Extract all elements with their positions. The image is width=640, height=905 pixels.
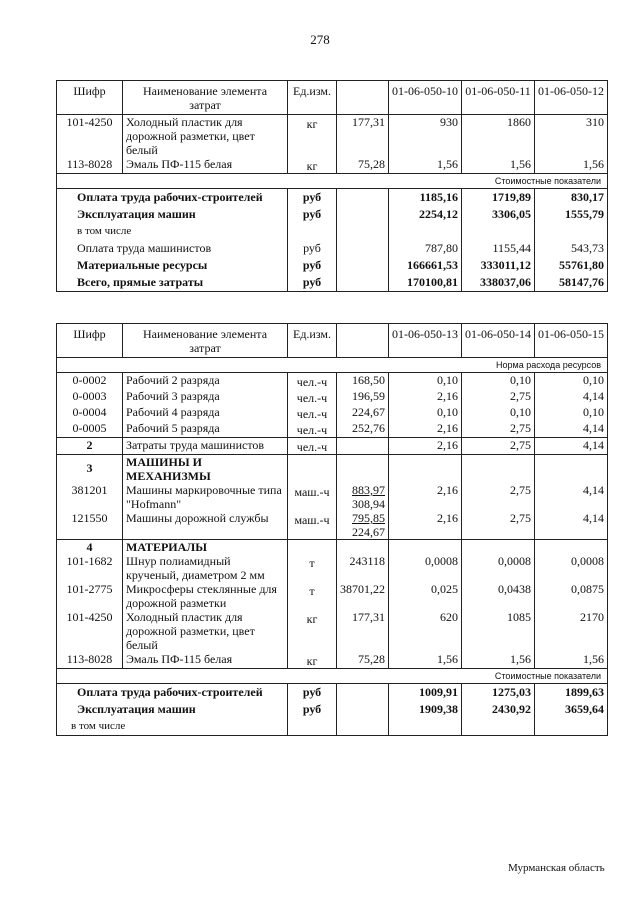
table-row [57, 115, 608, 158]
row-code: 0-0005 [57, 421, 123, 438]
cost-value: 1899,63 [535, 684, 608, 702]
row-code: 101-1682 [57, 554, 123, 582]
row-price: 224,67 [337, 405, 389, 421]
row-unit: кг [288, 652, 337, 669]
row-name: Шнур полиамидный крученый, диаметром 2 мм [123, 554, 288, 582]
cost-value: 1275,03 [462, 684, 535, 702]
cost-unit: руб [288, 240, 337, 257]
row-name: Холодный пластик для дорожной разметки, цвет белый [123, 610, 288, 652]
header-col-1: 01-06-050-10 [389, 81, 462, 115]
row-name: Машины маркировочные типа "Hofmann" [123, 483, 288, 511]
row-value: 4,14 [535, 438, 608, 455]
row-code: 381201 [57, 483, 123, 511]
cost-unit: руб [288, 257, 337, 274]
cost-price [337, 223, 389, 240]
header-price [337, 81, 389, 115]
cost-price [337, 257, 389, 274]
cost-unit [288, 718, 337, 736]
page-number: 278 [310, 32, 330, 47]
cost-row [57, 274, 608, 292]
row-value: 0,10 [462, 405, 535, 421]
empty-cell [337, 455, 389, 484]
price-wage: 224,67 [352, 525, 385, 539]
cost-value: 787,80 [389, 240, 462, 257]
header-code: Шифр [57, 81, 123, 115]
row-unit: чел.-ч [288, 405, 337, 421]
row-value: 0,0008 [462, 554, 535, 582]
row-code: 121550 [57, 511, 123, 540]
table-row [57, 652, 608, 669]
cost-unit: руб [288, 274, 337, 292]
cost-price [337, 684, 389, 702]
empty-cell [462, 540, 535, 555]
row-name: Машины дорожной службы [123, 511, 288, 540]
cost-value [535, 718, 608, 736]
header-col-2: 01-06-050-11 [462, 81, 535, 115]
row-unit: кг [288, 157, 337, 174]
row-name: Микросферы стеклянные для дорожной разметки [123, 582, 288, 610]
row-value: 1085 [462, 610, 535, 652]
header-col-3: 01-06-050-12 [535, 81, 608, 115]
row-value: 0,10 [535, 405, 608, 421]
cost-value [462, 718, 535, 736]
cost-row [57, 257, 608, 274]
row-code: 0-0002 [57, 373, 123, 390]
cost-name: Оплата труда машинистов [57, 240, 288, 257]
row-code: 2 [57, 438, 123, 455]
row-value: 0,10 [389, 373, 462, 390]
row-value: 0,10 [389, 405, 462, 421]
region-footer: Мурманская область [508, 862, 605, 874]
row-value: 1,56 [535, 652, 608, 669]
row-value: 0,025 [389, 582, 462, 610]
section-title: МАТЕРИАЛЫ [123, 540, 288, 555]
price-wage: 308,94 [352, 497, 385, 511]
row-value: 620 [389, 610, 462, 652]
row-name: Рабочий 4 разряда [123, 405, 288, 421]
row-price [337, 438, 389, 455]
cost-value: 2430,92 [462, 701, 535, 718]
cost-value: 1909,38 [389, 701, 462, 718]
row-value: 930 [389, 115, 462, 158]
cost-price [337, 206, 389, 223]
row-name: Затраты труда машинистов [123, 438, 288, 455]
row-price: 75,28 [337, 652, 389, 669]
cost-value [462, 223, 535, 240]
cost-price [337, 274, 389, 292]
table-row [57, 389, 608, 405]
cost-unit [288, 223, 337, 240]
row-value: 2,16 [389, 421, 462, 438]
empty-cell [535, 455, 608, 484]
table-row [57, 554, 608, 582]
table-row [57, 421, 608, 438]
header-unit: Ед.изм. [288, 324, 337, 358]
row-price: 243118 [337, 554, 389, 582]
row-name: Холодный пластик для дорожной разметки, цвет белый [123, 115, 288, 158]
row-unit: кг [288, 115, 337, 158]
section-code: 3 [57, 455, 123, 484]
row-name: Эмаль ПФ-115 белая [123, 157, 288, 174]
table-row [57, 582, 608, 610]
row-unit: чел.-ч [288, 438, 337, 455]
row-price: 168,50 [337, 373, 389, 390]
row-unit: т [288, 582, 337, 610]
price-total: 795,85 [352, 511, 385, 525]
row-code: 101-2775 [57, 582, 123, 610]
row-value: 0,0008 [389, 554, 462, 582]
row-name: Эмаль ПФ-115 белая [123, 652, 288, 669]
cost-name: Всего, прямые затраты [57, 274, 288, 292]
cost-name: в том числе [57, 223, 288, 240]
cost-row [57, 701, 608, 718]
row-name: Рабочий 5 разряда [123, 421, 288, 438]
resource-table-2 [56, 323, 608, 736]
row-unit: чел.-ч [288, 421, 337, 438]
cost-row [57, 206, 608, 223]
row-unit: т [288, 554, 337, 582]
row-value: 2,16 [389, 438, 462, 455]
cost-name: Эксплуатация машин [57, 701, 288, 718]
header-name: Наименование элемента затрат [123, 324, 288, 358]
cost-price [337, 189, 389, 207]
cost-price [337, 240, 389, 257]
cost-name: Оплата труда рабочих-строителей [57, 684, 288, 702]
cost-value: 55761,80 [535, 257, 608, 274]
row-value: 2,75 [462, 421, 535, 438]
row-value: 1,56 [462, 652, 535, 669]
row-value: 2,75 [462, 438, 535, 455]
section-header [57, 174, 608, 189]
cost-row [57, 189, 608, 207]
resource-table-1 [56, 80, 608, 292]
row-code: 0-0004 [57, 405, 123, 421]
cost-value: 3659,64 [535, 701, 608, 718]
row-value: 1,56 [462, 157, 535, 174]
cost-value: 58147,76 [535, 274, 608, 292]
row-price: 177,31 [337, 115, 389, 158]
section-label-cost: Стоимостные показатели [57, 174, 608, 189]
empty-cell [337, 540, 389, 555]
empty-cell [389, 455, 462, 484]
section-label-norms: Норма расхода ресурсов [57, 358, 608, 373]
cost-row [57, 240, 608, 257]
header-col-3: 01-06-050-15 [535, 324, 608, 358]
cost-value: 1009,91 [389, 684, 462, 702]
cost-value: 3306,05 [462, 206, 535, 223]
row-value: 0,0438 [462, 582, 535, 610]
table-row-operators [57, 438, 608, 455]
row-value: 0,10 [535, 373, 608, 390]
row-code: 113-8028 [57, 652, 123, 669]
table-header [57, 81, 608, 115]
cost-row [57, 223, 608, 240]
cost-value: 166661,53 [389, 257, 462, 274]
cost-row [57, 718, 608, 736]
row-value: 0,0008 [535, 554, 608, 582]
cost-unit: руб [288, 206, 337, 223]
empty-cell [288, 455, 337, 484]
section-label-cost: Стоимостные показатели [57, 669, 608, 684]
row-unit: чел.-ч [288, 389, 337, 405]
cost-name: в том числе [57, 718, 288, 736]
cost-value: 543,73 [535, 240, 608, 257]
row-value: 4,14 [535, 421, 608, 438]
header-col-1: 01-06-050-13 [389, 324, 462, 358]
row-code: 101-4250 [57, 610, 123, 652]
row-value: 1,56 [389, 157, 462, 174]
table-row [57, 483, 608, 511]
header-code: Шифр [57, 324, 123, 358]
row-price [337, 483, 389, 511]
row-code: 113-8028 [57, 157, 123, 174]
table-row [57, 511, 608, 540]
cost-value [535, 223, 608, 240]
row-unit: маш.-ч [288, 483, 337, 511]
row-price [337, 511, 389, 540]
cost-value: 1719,89 [462, 189, 535, 207]
table-row [57, 373, 608, 390]
row-value: 2170 [535, 610, 608, 652]
section-row-machines [57, 455, 608, 484]
row-price: 177,31 [337, 610, 389, 652]
row-price: 196,59 [337, 389, 389, 405]
row-value: 4,14 [535, 511, 608, 540]
empty-cell [462, 455, 535, 484]
row-value: 4,14 [535, 483, 608, 511]
row-value: 2,16 [389, 511, 462, 540]
empty-cell [389, 540, 462, 555]
section-row-materials [57, 540, 608, 555]
cost-name: Материальные ресурсы [57, 257, 288, 274]
empty-cell [288, 540, 337, 555]
row-name: Рабочий 2 разряда [123, 373, 288, 390]
row-value: 1,56 [389, 652, 462, 669]
cost-value: 1555,79 [535, 206, 608, 223]
cost-value: 338037,06 [462, 274, 535, 292]
row-value: 2,75 [462, 389, 535, 405]
cost-name: Эксплуатация машин [57, 206, 288, 223]
cost-value [389, 718, 462, 736]
row-value: 2,16 [389, 389, 462, 405]
row-value: 0,0875 [535, 582, 608, 610]
cost-value: 170100,81 [389, 274, 462, 292]
cost-value: 333011,12 [462, 257, 535, 274]
row-value: 2,75 [462, 483, 535, 511]
section-title: МАШИНЫ И МЕХАНИЗМЫ [123, 455, 288, 484]
row-unit: чел.-ч [288, 373, 337, 390]
cost-price [337, 701, 389, 718]
row-price: 252,76 [337, 421, 389, 438]
row-value: 4,14 [535, 389, 608, 405]
cost-value: 1185,16 [389, 189, 462, 207]
row-unit: кг [288, 610, 337, 652]
row-unit: маш.-ч [288, 511, 337, 540]
price-total: 883,97 [352, 483, 385, 497]
cost-unit: руб [288, 189, 337, 207]
cost-value: 1155,44 [462, 240, 535, 257]
row-code: 0-0003 [57, 389, 123, 405]
row-price: 75,28 [337, 157, 389, 174]
header-price [337, 324, 389, 358]
cost-unit: руб [288, 684, 337, 702]
row-price: 38701,22 [337, 582, 389, 610]
header-name: Наименование элемента затрат [123, 81, 288, 115]
cost-value: 830,17 [535, 189, 608, 207]
table-row [57, 610, 608, 652]
header-col-2: 01-06-050-14 [462, 324, 535, 358]
cost-value: 2254,12 [389, 206, 462, 223]
section-header [57, 358, 608, 373]
row-value: 1860 [462, 115, 535, 158]
table-row [57, 405, 608, 421]
cost-row [57, 684, 608, 702]
row-value: 310 [535, 115, 608, 158]
section-code: 4 [57, 540, 123, 555]
cost-name: Оплата труда рабочих-строителей [57, 189, 288, 207]
table-header [57, 324, 608, 358]
cost-value [389, 223, 462, 240]
cost-price [337, 718, 389, 736]
table-row [57, 157, 608, 174]
row-code: 101-4250 [57, 115, 123, 158]
row-value: 2,75 [462, 511, 535, 540]
row-value: 1,56 [535, 157, 608, 174]
row-value: 2,16 [389, 483, 462, 511]
cost-unit: руб [288, 701, 337, 718]
section-header [57, 669, 608, 684]
empty-cell [535, 540, 608, 555]
header-unit: Ед.изм. [288, 81, 337, 115]
row-name: Рабочий 3 разряда [123, 389, 288, 405]
row-value: 0,10 [462, 373, 535, 390]
